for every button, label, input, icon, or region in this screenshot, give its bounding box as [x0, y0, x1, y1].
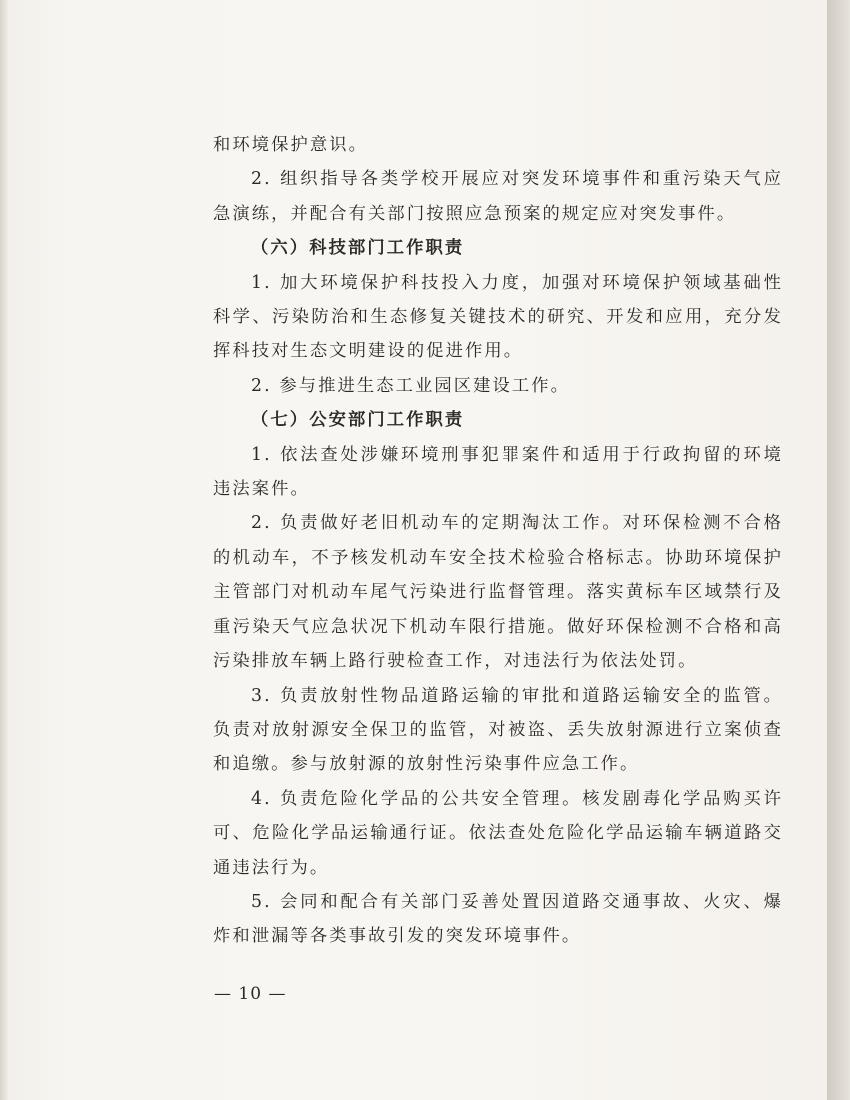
- paragraph-radioactive-transport: 3. 负责放射性物品道路运输的审批和道路运输安全的监管。负责对放射源安全保卫的监管，对被盗、丢失放射源进行立案侦查和追缴。参与放射源的放射性污染事件应急工作。: [213, 685, 783, 775]
- page-number: — 10 —: [214, 984, 287, 1004]
- section-heading-science: （六）科技部门工作职责: [251, 238, 465, 259]
- section-heading-public-security: （七）公安部门工作职责: [251, 410, 465, 431]
- paragraph-eco-park: 2. 参与推进生态工业园区建设工作。: [251, 375, 571, 396]
- paragraph-continuation: 和环境保护意识。: [213, 135, 369, 155]
- paragraph-emergency-response: 5. 会同和配合有关部门妥善处置因道路交通事故、火灾、爆炸和泄漏等各类事故引发的突发环境事件。: [213, 891, 783, 947]
- paragraph-vehicle-control: 2. 负责做好老旧机动车的定期淘汰工作。对环保检测不合格的机动车，不予核发机动车安全技术检验合格标志。协助环境保护主管部门对机动车尾气污染进行监督管理。落实黄标车区域禁行及重污染天气应急状况下机动车限行措施。做好环保检测不合格和高污染排放车辆上路行驶检查工作，对违法行为依法处罚。: [213, 513, 783, 672]
- document-body: [213, 128, 783, 954]
- paragraph-hazardous-chemicals: 4. 负责危险化学品的公共安全管理。核发剧毒化学品购买许可、危险化学品运输通行证。依法查处危险化学品运输车辆道路交通违法行为。: [213, 788, 783, 878]
- paragraph-school-drills: 2. 组织指导各类学校开展应对突发环境事件和重污染天气应急演练，并配合有关部门按照应急预案的规定应对突发事件。: [213, 169, 783, 224]
- scan-background-edge: [827, 0, 850, 1100]
- page-binding-edge: [0, 0, 8, 1100]
- paragraph-criminal-cases: 1. 依法查处涉嫌环境刑事犯罪案件和适用于行政拘留的环境违法案件。: [213, 444, 783, 500]
- paragraph-science-investment: 1. 加大环境保护科技投入力度，加强对环境保护领域基础性科学、污染防治和生态修复关键技术的研究、开发和应用，充分发挥科技对生态文明建设的促进作用。: [213, 272, 783, 362]
